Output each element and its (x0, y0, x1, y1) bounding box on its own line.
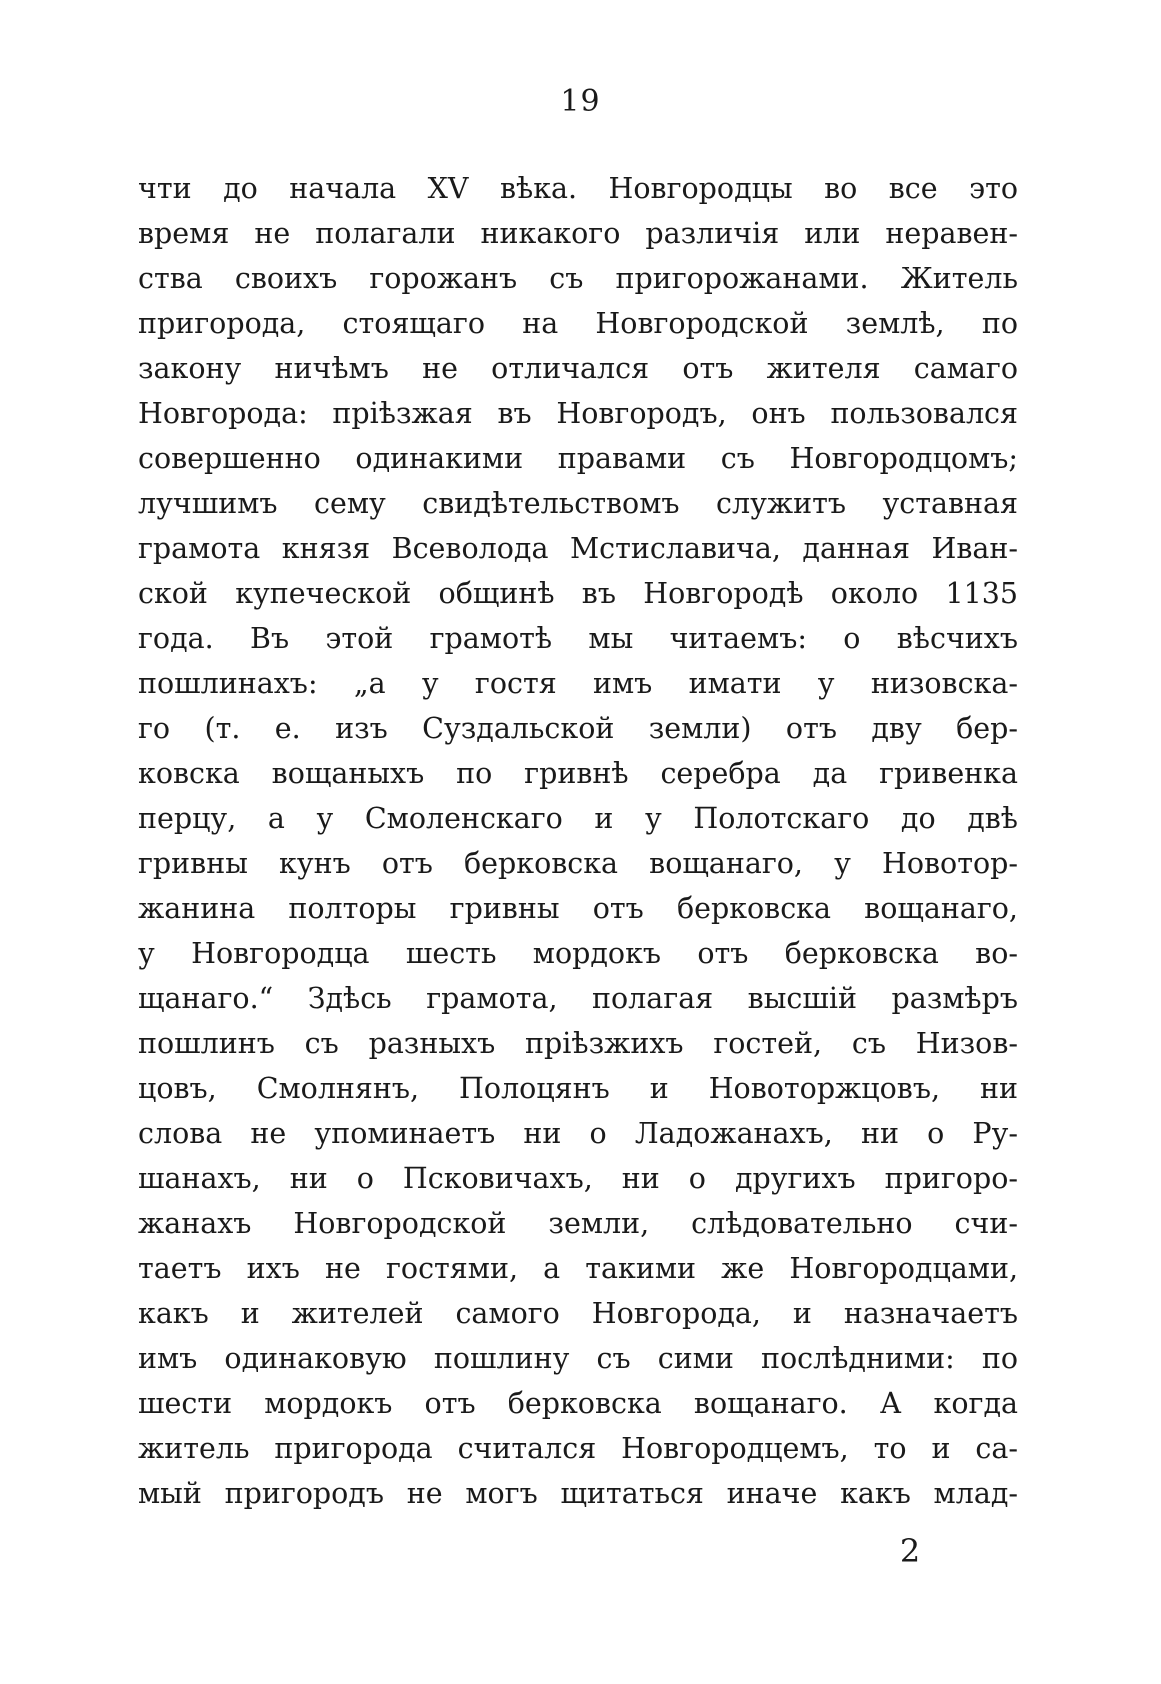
text-line: ства своихъ горожанъ съ пригорожанами. Житель (138, 262, 1018, 295)
text-line: мый пригородъ не могъ щитаться иначе какъ млад- (138, 1477, 1018, 1510)
text-line: грамота князя Всеволода Мстиславича, данная Иван- (138, 532, 1018, 565)
text-line: ской купеческой общинѣ въ Новгородѣ около 1135 (138, 577, 1018, 610)
text-line: совершенно одинакими правами съ Новгородцомъ; (138, 442, 1018, 475)
text-line: время не полагали никакого различія или неравен- (138, 217, 1018, 250)
text-line: слова не упоминаетъ ни о Ладожанахъ, ни о Ру- (138, 1117, 1018, 1150)
text-line: таетъ ихъ не гостями, а такими же Новгородцами, (138, 1252, 1018, 1285)
page-number: 19 (560, 84, 601, 119)
text-line: года. Въ этой грамотѣ мы читаемъ: о вѣсчихъ (138, 622, 1018, 655)
text-line: жанина полторы гривны отъ берковска вощанаго, (138, 892, 1018, 925)
text-line: цовъ, Смолнянъ, Полоцянъ и Новоторжцовъ, ни (138, 1072, 1018, 1105)
text-line: жанахъ Новгородской земли, слѣдовательно счи- (138, 1207, 1018, 1240)
signature-mark: 2 (899, 1532, 921, 1570)
text-line: ковска вощаныхъ по гривнѣ серебра да гривенка (138, 757, 1018, 790)
text-line: го (т. е. изъ Суздальской земли) отъ дву бер- (138, 712, 1018, 745)
body-text (138, 166, 1018, 1516)
text-line: перцу, а у Смоленскаго и у Полотскаго до двѣ (138, 802, 1018, 835)
text-line: пошлинахъ: „а у гостя имъ имати у низовска- (138, 667, 1018, 700)
text-line: Новгорода: пріѣзжая въ Новгородъ, онъ пользовался (138, 397, 1018, 430)
text-line: гривны кунъ отъ берковска вощанаго, у Новотор- (138, 847, 1018, 880)
text-line: какъ и жителей самого Новгорода, и назначаетъ (138, 1297, 1018, 1330)
text-line: пошлинъ съ разныхъ пріѣзжихъ гостей, съ Низов- (138, 1027, 1018, 1060)
text-line: щанаго.“ Здѣсь грамота, полагая высшій размѣръ (138, 982, 1018, 1015)
text-line: шанахъ, ни о Псковичахъ, ни о другихъ пригоро- (138, 1162, 1018, 1195)
text-line: закону ничѣмъ не отличался отъ жителя самаго (138, 352, 1018, 385)
text-line: пригорода, стоящаго на Новгородской землѣ, по (138, 307, 1018, 340)
text-line: чти до начала XV вѣка. Новгородцы во все это (138, 172, 1018, 205)
text-line: у Новгородца шесть мордокъ отъ берковска во- (138, 937, 1018, 970)
text-line: житель пригорода считался Новгородцемъ, то и са- (138, 1432, 1018, 1465)
text-line: лучшимъ сему свидѣтельствомъ служитъ уставная (138, 487, 1018, 520)
text-line: шести мордокъ отъ берковска вощанаго. А когда (138, 1387, 1018, 1420)
text-line: имъ одинаковую пошлину съ сими послѣдними: по (138, 1342, 1018, 1375)
